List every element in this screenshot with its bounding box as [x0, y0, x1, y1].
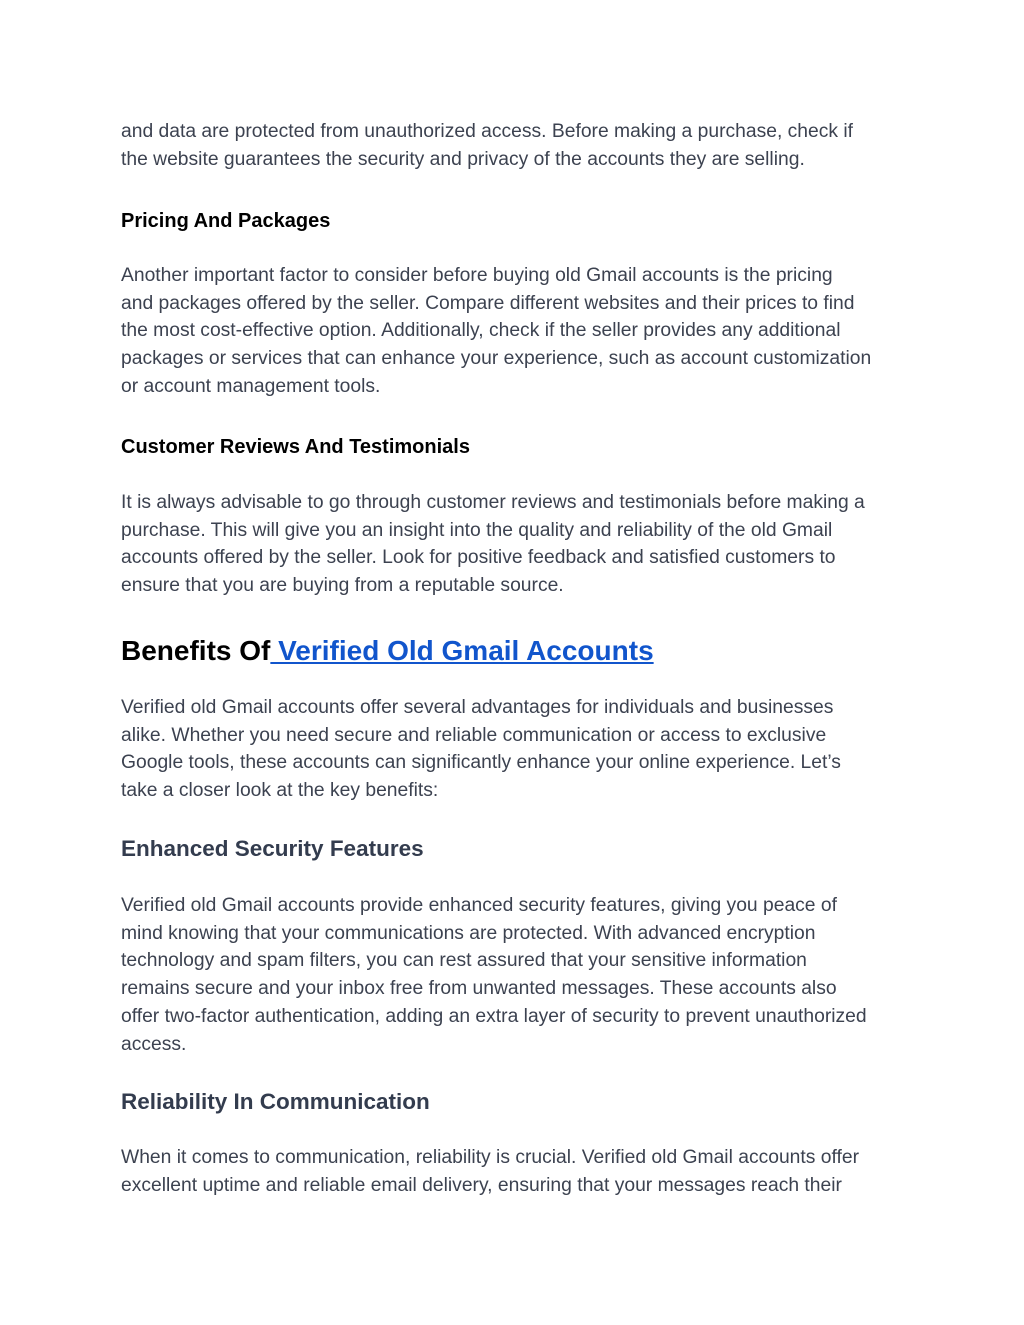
text-line: alike. Whether you need secure and reliable communication or access to exclusive: [121, 724, 827, 746]
text-line: the most cost-effective option. Additionally, check if the seller provides any additional: [121, 320, 841, 342]
verified-accounts-link[interactable]: Verified Old Gmail Accounts: [270, 635, 654, 666]
text-line: It is always advisable to go through customer reviews and testimonials before making a: [121, 492, 865, 513]
text-line: Another important factor to consider before buying old Gmail accounts is the pricing: [121, 265, 833, 286]
heading-pricing: Pricing And Packages: [121, 210, 331, 232]
text-line: When it comes to communication, reliability is crucial. Verified old Gmail accounts offer: [121, 1147, 859, 1168]
text-line: access.: [121, 1033, 187, 1055]
heading-benefits-prefix: Benefits Of: [121, 635, 271, 666]
heading-reviews: Customer Reviews And Testimonials: [121, 436, 470, 458]
paragraph-security-intro: [121, 118, 853, 173]
paragraph-pricing: [121, 262, 871, 401]
text-line: or account management tools.: [121, 375, 381, 397]
text-line: and packages offered by the seller. Compare different websites and their prices to find: [121, 292, 855, 314]
text-line: technology and spam filters, you can rest assured that your sensitive information: [121, 950, 807, 972]
paragraph-reviews: [121, 489, 865, 600]
text-line: the website guarantees the security and privacy of the accounts they are selling.: [121, 148, 805, 170]
text-line: ensure that you are buying from a reputable source.: [121, 575, 564, 597]
heading-reliability: Reliability In Communication: [121, 1089, 430, 1114]
text-line: Verified old Gmail accounts offer several advantages for individuals and businesses: [121, 697, 834, 718]
text-line: purchase. This will give you an insight into the quality and reliability of the old Gmail: [121, 519, 833, 541]
text-line: and data are protected from unauthorized access. Before making a purchase, check if: [121, 121, 854, 142]
text-line: mind knowing that your communications are protected. With advanced encryption: [121, 922, 816, 944]
paragraph-security: [121, 892, 867, 1058]
text-line: remains secure and your inbox free from unwanted messages. These accounts also: [121, 978, 837, 1000]
heading-benefits: [121, 633, 654, 669]
text-line: accounts offered by the seller. Look for positive feedback and satisfied customers to: [121, 547, 836, 569]
text-line: offer two-factor authentication, adding an extra layer of security to prevent unauthorized: [121, 1005, 867, 1027]
text-line: Verified old Gmail accounts provide enhanced security features, giving you peace of: [121, 895, 837, 916]
text-line: packages or services that can enhance your experience, such as account customization: [121, 348, 872, 370]
text-line: excellent uptime and reliable email delivery, ensuring that your messages reach their: [121, 1174, 842, 1196]
text-line: take a closer look at the key benefits:: [121, 780, 439, 802]
text-line: Google tools, these accounts can significantly enhance your online experience. Let’s: [121, 752, 841, 774]
paragraph-benefits: [121, 694, 841, 805]
heading-security: Enhanced Security Features: [121, 836, 424, 861]
paragraph-reliability: [121, 1144, 859, 1199]
